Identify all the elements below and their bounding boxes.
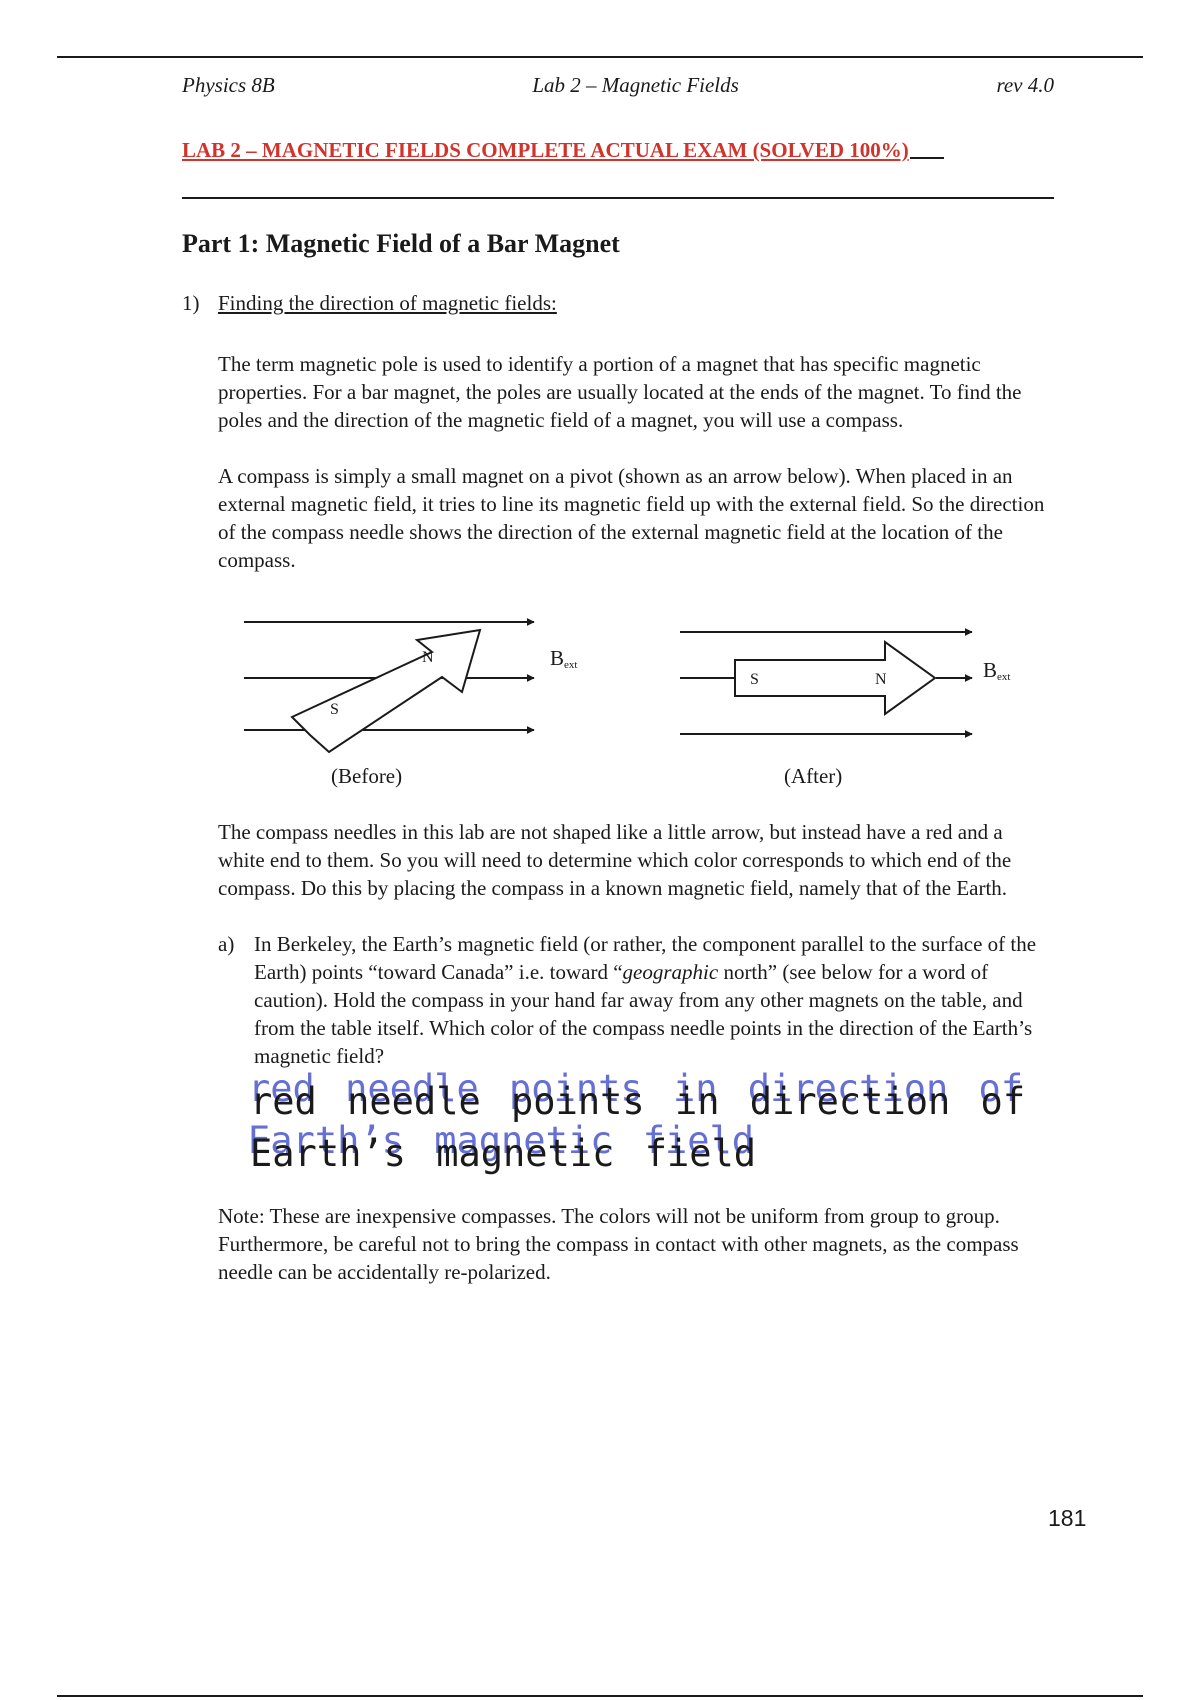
part-heading: Part 1: Magnetic Field of a Bar Magnet (182, 229, 620, 258)
before-caption: (Before) (331, 764, 403, 788)
item-1-heading (182, 291, 1054, 316)
before-field-label: $B_{ext}$ (550, 646, 578, 671)
header-lab-title: Lab 2 – Magnetic Fields (532, 73, 739, 97)
compass-diagram (182, 602, 1054, 802)
after-caption: (After) (784, 764, 843, 788)
exam-banner-text: LAB 2 – MAGNETIC FIELDS COMPLETE ACTUAL EXAM (SOLVED 100%) (182, 138, 909, 162)
page-number: 181 (1048, 1505, 1087, 1531)
item-1-number: 1) (182, 291, 200, 315)
before-compass-needle (292, 630, 480, 752)
handwritten-answer: red needle points in direction of Earth’s magnetic field (250, 1080, 1026, 1175)
before-north-label: N (422, 649, 434, 666)
paragraph-magnetic-pole: The term magnetic pole is used to identify a portion of a magnet that has specific magnetic properties. For a bar magnet, the poles are usually located at the ends of the magnet. To find the poles and the direction of the magnetic field of a magnet, you will use a compass. (218, 352, 1022, 432)
header-revision: rev 4.0 (996, 73, 1054, 97)
item-1-label: Finding the direction of magnetic fields: (218, 291, 557, 315)
question-a-text: In Berkeley, the Earth’s magnetic field (or rather, the component parallel to the surface of the Earth) points “toward Canada” i.e. toward “geographic north” (see below for a word of caution). Hold the compass in your hand far away from any other magnets on the table, and from the table itself. Which color of the compass needle points in the direction of the Earth’s magnetic field? (254, 932, 1037, 1068)
after-south-label: S (750, 671, 759, 688)
question-a (218, 930, 1054, 1070)
header-course: Physics 8B (182, 73, 275, 97)
question-a-label: a) (218, 932, 235, 956)
document-page (182, 70, 1054, 1286)
compass-figure (182, 602, 1054, 802)
banner-underline-tail (910, 157, 944, 159)
after-north-label: N (875, 671, 887, 688)
exam-banner (182, 138, 1054, 163)
after-compass-needle (735, 642, 935, 714)
running-header (182, 70, 1054, 100)
after-field-label: $B_{ext}$ (983, 658, 1011, 683)
top-rule (57, 56, 1143, 58)
paragraph-compass: A compass is simply a small magnet on a pivot (shown as an arrow below). When placed in an external magnetic field, it tries to line its magnetic field up with the external field. So the direction of the compass needle shows the direction of the external magnetic field at the location of the compass. (218, 464, 1045, 572)
before-south-label: S (330, 701, 339, 718)
bottom-rule (57, 1695, 1143, 1697)
paragraph-note: Note: These are inexpensive compasses. The colors will not be uniform from group to group. Furthermore, be careful not to bring the compass in contact with other magnets, as the compass needle can be accidentally re-polarized. (218, 1204, 1019, 1284)
section-rule (182, 197, 1054, 199)
paragraph-compass-colors: The compass needles in this lab are not shaped like a little arrow, but instead have a red and a white end to them. So you will need to determine which color corresponds to which end of the compass. Do this by placing the compass in a known magnetic field, namely that of the Earth. (218, 820, 1012, 900)
